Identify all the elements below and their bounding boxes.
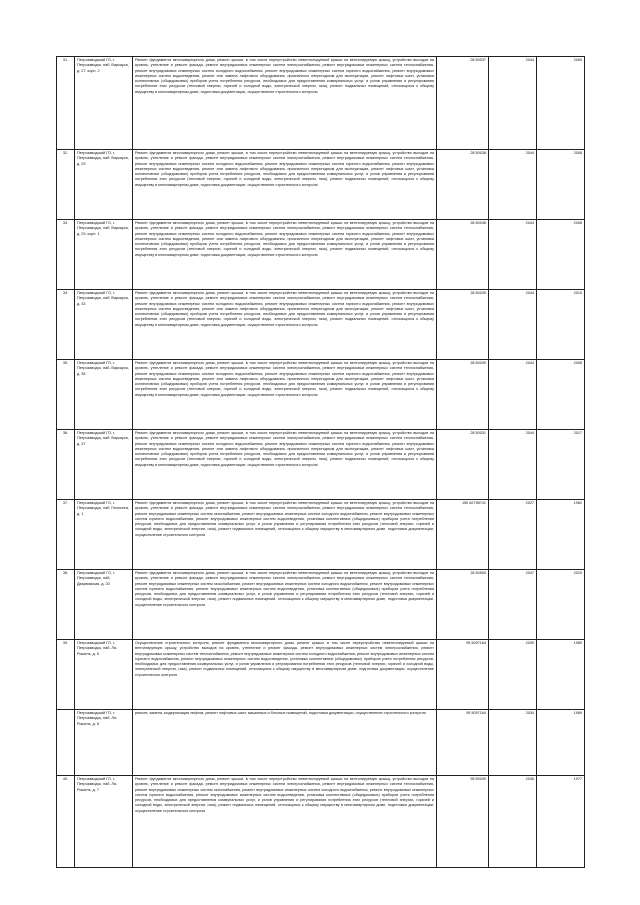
address-cell: Петрозаводский ГО, г. Петрозаводск, наб. Варкауса, д. 35 [75, 360, 133, 430]
row-number: 37. [57, 500, 75, 570]
row-number: 40. [57, 776, 75, 868]
year-built-cell: 2008 [537, 220, 585, 290]
cost-cell: 150 82798741 [437, 500, 489, 570]
table-row [57, 220, 585, 290]
row-number: 33. [57, 220, 75, 290]
cost-cell: 28 50037 [437, 57, 489, 150]
table-row [57, 290, 585, 360]
cost-cell: 28 50500 [437, 570, 489, 640]
row-number: 32. [57, 150, 75, 220]
works-description-cell: Ремонт фундамента многоквартирного дома, ремонт крыши, в том числе переустройство невентилируемой крыши на вентилируемую крышу, устройство выходов на кровлю, утепление и ремонт фасада, ремонт внутридомовых инженерных систем электроснабжения, ремонт внутридомовых инженерных систем теплоснабжения, ремонт внутридомовых инженерных систем газоснабжения, ремонт внутридомовых инженерных систем холодного водоснабжения, ремонт внутридомовых инженерных систем горячего водоснабжения, ремонт внутридомовых инженерных систем водоотведения, установка коллективных (общедомовых) приборов учета потребления ресурсов, необходимых для предоставления коммунальных услуг, и узлов управления и регулирования потребления этих ресурсов (тепловой энергии, горячей и холодной воды, электрической энергии, газа), ремонт подвальных помещений, относящихся к общему имуществу в многоквартирном доме, подготовка документации, осуществление строительного контроля [133, 776, 437, 868]
planned-year-cell: 2044 [489, 290, 537, 360]
cost-cell: 28 50039 [437, 360, 489, 430]
year-built-cell: 1989 [537, 640, 585, 710]
year-built-cell: 1982 [537, 500, 585, 570]
works-description-cell: Ремонт фундамента многоквартирного дома, ремонт крыши, в том числе переустройство невентилируемой крыши на вентилируемую крышу, устройство выходов на кровлю, утепление и ремонт фасада, ремонт внутридомовых инженерных систем электроснабжения, ремонт внутридомовых инженерных систем теплоснабжения, ремонт внутридомовых инженерных систем газоснабжения, ремонт внутридомовых инженерных систем холодного водоснабжения, ремонт внутридомовых инженерных систем горячего водоснабжения, ремонт внутридомовых инженерных систем водоотведения, установка коллективных (общедомовых) приборов учета потребления ресурсов, необходимых для предоставления коммунальных услуг, и узлов управления и регулирования потребления этих ресурсов (тепловой энергии, горячей и холодной воды, электрической энергии, газа), ремонт подвальных помещений, относящихся к общему имуществу в многоквартирном доме, подготовка документации, осуществление строительного контроля [133, 570, 437, 640]
works-description-cell: Ремонт фундамента многоквартирного дома, ремонт крыши, в том числе переустройство невентилируемой крыши на вентилируемую крышу, устройство выходов на кровлю, утепление и ремонт фасада, ремонт внутридомовых инженерных систем электроснабжения, ремонт внутридомовых инженерных систем теплоснабжения, ремонт внутридомовых инженерных систем холодного водоснабжения, ремонт внутридомовых инженерных систем горячего водоснабжения, ремонт внутридомовых инженерных систем водоотведения, ремонт или замена лифтового оборудования, признанного непригодным для эксплуатации, ремонт лифтовых шахт, установка коллективных (общедомовых) приборов учета потребления ресурсов, необходимых для предоставления коммунальных услуг, и узлов управления и регулирования потребления этих ресурсов (тепловой энергии, горячей и холодной воды, электрической энергии, газа), ремонт подвальных помещений, относящихся к общему имуществу в многоквартирном доме, подготовка документации, осуществление строительного контроля [133, 220, 437, 290]
table-body [57, 57, 585, 868]
address-cell: Петрозаводский ГО, г. Петрозаводск, наб. Ля-Рошель, д. 5 [75, 640, 133, 710]
planned-year-cell: 2044 [489, 57, 537, 150]
works-description-cell: ремонт, замена, модернизация лифтов, ремонт лифтовых шахт, машинных и блочных помещений, подготовка документации, осуществление строительного контроля [133, 710, 437, 776]
works-description-cell: Ремонт фундамента многоквартирного дома, ремонт крыши, в том числе переустройство невентилируемой крыши на вентилируемую крышу, устройство выходов на кровлю, утепление и ремонт фасада, ремонт внутридомовых инженерных систем электроснабжения, ремонт внутридомовых инженерных систем теплоснабжения, ремонт внутридомовых инженерных систем холодного водоснабжения, ремонт внутридомовых инженерных систем горячего водоснабжения, ремонт внутридомовых инженерных систем водоотведения, ремонт или замена лифтового оборудования, признанного непригодным для эксплуатации, ремонт лифтовых шахт, установка коллективных (общедомовых) приборов учета потребления ресурсов, необходимых для предоставления коммунальных услуг, и узлов управления и регулирования потребления этих ресурсов (тепловой энергии, горячей и холодной воды, электрической энергии, газа), ремонт подвальных помещений, относящихся к общему имуществу в многоквартирном доме, подготовка документации, осуществление строительного контроля [133, 430, 437, 500]
address-cell: Петрозаводский ГО, г. Петрозаводск, наб. Ля-Рошель, д. 7 [75, 776, 133, 868]
row-number: 36. [57, 430, 75, 500]
cost-cell: 95 5097164 [437, 710, 489, 776]
cost-cell: 95 5097164 [437, 640, 489, 710]
cost-cell: 28 50039 [437, 290, 489, 360]
cost-cell: 28 50038 [437, 220, 489, 290]
row-number: 39. [57, 640, 75, 710]
cost-cell: 28 50031 [437, 430, 489, 500]
cost-cell: 95 50039 [437, 776, 489, 868]
works-description-cell: Ремонт фундамента многоквартирного дома, ремонт крыши, в том числе переустройство невентилируемой крыши на вентилируемую крышу, устройство выходов на кровлю, утепление и ремонт фасада, ремонт внутридомовых инженерных систем электроснабжения, ремонт внутридомовых инженерных систем теплоснабжения, ремонт внутридомовых инженерных систем холодного водоснабжения, ремонт внутридомовых инженерных систем горячего водоснабжения, ремонт внутридомовых инженерных систем водоотведения, ремонт или замена лифтового оборудования, признанного непригодным для эксплуатации, ремонт лифтовых шахт, установка коллективных (общедомовых) приборов учета потребления ресурсов, необходимых для предоставления коммунальных услуг, и узлов управления и регулирования потребления этих ресурсов (тепловой энергии, горячей и холодной воды, электрической энергии, газа), ремонт подвальных помещений, относящихся к общему имуществу в многоквартирном доме, подготовка документации, осуществление строительного контроля [133, 150, 437, 220]
planned-year-cell: 2044 [489, 220, 537, 290]
planned-year-cell: 2036 [489, 776, 537, 868]
table-row [57, 640, 585, 710]
row-number [57, 710, 75, 776]
works-description-cell: Ремонт фундамента многоквартирного дома, ремонт крыши, в том числе переустройство невентилируемой крыши на вентилируемую крышу, устройство выходов на кровлю, утепление и ремонт фасада, ремонт внутридомовых инженерных систем электроснабжения, ремонт внутридомовых инженерных систем теплоснабжения, ремонт внутридомовых инженерных систем холодного водоснабжения, ремонт внутридомовых инженерных систем горячего водоснабжения, ремонт внутридомовых инженерных систем водоотведения, ремонт или замена лифтового оборудования, признанного непригодным для эксплуатации, ремонт лифтовых шахт, установка коллективных (общедомовых) приборов учета потребления ресурсов, необходимых для предоставления коммунальных услуг, и узлов управления и регулирования потребления этих ресурсов (тепловой энергии, горячей и холодной воды, электрической энергии, газа), ремонт подвальных помещений, относящихся к общему имуществу в многоквартирном доме, подготовка документации, осуществление строительного контроля [133, 360, 437, 430]
table-row [57, 500, 585, 570]
planned-year-cell: 2027 [489, 500, 537, 570]
address-cell: Петрозаводский ГО, г. Петрозаводск, наб. Дварвикская, д. 20 [75, 570, 133, 640]
planned-year-cell: 2039 [489, 640, 537, 710]
table-row [57, 710, 585, 776]
planned-year-cell: 2044 [489, 150, 537, 220]
table-row [57, 776, 585, 868]
works-description-cell: Ремонт фундамента многоквартирного дома, ремонт крыши, в том числе переустройство невентилируемой крыши на вентилируемую крышу, устройство выходов на кровлю, утепление и ремонт фасада, ремонт внутридомовых инженерных систем электроснабжения, ремонт внутридомовых инженерных систем теплоснабжения, ремонт внутридомовых инженерных систем холодного водоснабжения, ремонт внутридомовых инженерных систем горячего водоснабжения, ремонт внутридомовых инженерных систем водоотведения, ремонт или замена лифтового оборудования, признанного непригодным для эксплуатации, ремонт лифтовых шахт, установка коллективных (общедомовых) приборов учета потребления ресурсов, необходимых для предоставления коммунальных услуг, и узлов управления и регулирования потребления этих ресурсов (тепловой энергии, горячей и холодной воды, электрической энергии, газа), ремонт подвальных помещений, относящихся к общему имуществу в многоквартирном доме, подготовка документации, осуществление строительного контроля [133, 57, 437, 150]
table-row [57, 360, 585, 430]
year-built-cell: 1989 [537, 710, 585, 776]
cost-cell: 28 50038 [437, 150, 489, 220]
address-cell: Петрозаводский ГО, г. Петрозаводск, наб. Варкауса, д. 27, корп. 2 [75, 57, 133, 150]
address-cell: Петрозаводский ГО, г. Петрозаводск, наб. Варкауса, д. 33 [75, 290, 133, 360]
planned-year-cell: 2034 [489, 710, 537, 776]
address-cell: Петрозаводский ГО, г. Петрозаводск, наб. Варкауса, д. 37 [75, 430, 133, 500]
works-description-cell: Ремонт фундамента многоквартирного дома, ремонт крыши, в том числе переустройство невентилируемой крыши на вентилируемую крышу, устройство выходов на кровлю, утепление и ремонт фасада, ремонт внутридомовых инженерных систем электроснабжения, ремонт внутридомовых инженерных систем теплоснабжения, ремонт внутридомовых инженерных систем холодного водоснабжения, ремонт внутридомовых инженерных систем горячего водоснабжения, ремонт внутридомовых инженерных систем водоотведения, ремонт или замена лифтового оборудования, признанного непригодным для эксплуатации, ремонт лифтовых шахт, установка коллективных (общедомовых) приборов учета потребления ресурсов, необходимых для предоставления коммунальных услуг, и узлов управления и регулирования потребления этих ресурсов (тепловой энергии, горячей и холодной воды, электрической энергии, газа), ремонт подвальных помещений, относящихся к общему имуществу в многоквартирном доме, подготовка документации, осуществление строительного контроля [133, 290, 437, 360]
row-number: 35. [57, 360, 75, 430]
planned-year-cell: 2044 [489, 360, 537, 430]
planned-year-cell: 2047 [489, 570, 537, 640]
works-description-cell: Ремонт фундамента многоквартирного дома, ремонт крыши, в том числе переустройство невентилируемой крыши на вентилируемую крышу, устройство выходов на кровлю, утепление и ремонт фасада, ремонт внутридомовых инженерных систем электроснабжения, ремонт внутридомовых инженерных систем теплоснабжения, ремонт внутридомовых инженерных систем газоснабжения, ремонт внутридомовых инженерных систем холодного водоснабжения, ремонт внутридомовых инженерных систем горячего водоснабжения, ремонт внутридомовых инженерных систем водоотведения, установка коллективных (общедомовых) приборов учета потребления ресурсов, необходимых для предоставления коммунальных услуг, и узлов управления и регулирования потребления этих ресурсов (тепловой энергии, горячей и холодной воды, электрической энергии, газа), ремонт подвальных помещений, относящихся к общему имуществу в многоквартирном доме, подготовка документации, осуществление строительного контроля [133, 500, 437, 570]
year-built-cell: 2020 [537, 570, 585, 640]
address-cell: Петрозаводский ГО, г. Петрозаводск, наб. Варкауса, д. 29 [75, 150, 133, 220]
table-row [57, 430, 585, 500]
address-cell: Петрозаводский ГО, г. Петрозаводск, наб. Гюллинга, д. 1 [75, 500, 133, 570]
year-built-cell: 2008 [537, 150, 585, 220]
works-description-cell: Осуществление строительного контроля, ремонт фундамента многоквартирного дома, ремонт крыши, в том числе переустройство невентилируемой крыши на вентилируемую крышу, устройство выходов на кровлю, утепление и ремонт фасада, ремонт внутридомовых инженерных систем электроснабжения, ремонт внутридомовых инженерных систем теплоснабжения, ремонт внутридомовых инженерных систем холодного водоснабжения, ремонт внутридомовых инженерных систем горячего водоснабжения, ремонт внутридомовых инженерных систем водоотведения, установка коллективных (общедомовых) приборов учета потребления ресурсов, необходимых для предоставления коммунальных услуг, и узлов управления и регулирования потребления этих ресурсов (тепловой энергии, горячей и холодной воды, электрической энергии, газа), ремонт подвальных помещений, относящихся к общему имуществу в многоквартирном доме, подготовка документации, осуществление строительного контроля [133, 640, 437, 710]
year-built-cell: 2010 [537, 290, 585, 360]
row-number: 31. [57, 57, 75, 150]
capital-repair-table [56, 56, 585, 868]
address-cell: Петрозаводский ГО, г. Петрозаводск, наб. Варкауса, д. 29, корп. 1 [75, 220, 133, 290]
year-built-cell: 2017 [537, 430, 585, 500]
table-row [57, 150, 585, 220]
address-cell: Петрозаводский ГО, г. Петрозаводск, наб. Ля-Рошель, д. 5 [75, 710, 133, 776]
year-built-cell: 2009 [537, 57, 585, 150]
year-built-cell: 1977 [537, 776, 585, 868]
table-row [57, 57, 585, 150]
row-number: 38. [57, 570, 75, 640]
planned-year-cell: 2044 [489, 430, 537, 500]
year-built-cell: 2008 [537, 360, 585, 430]
table-row [57, 570, 585, 640]
row-number: 34. [57, 290, 75, 360]
